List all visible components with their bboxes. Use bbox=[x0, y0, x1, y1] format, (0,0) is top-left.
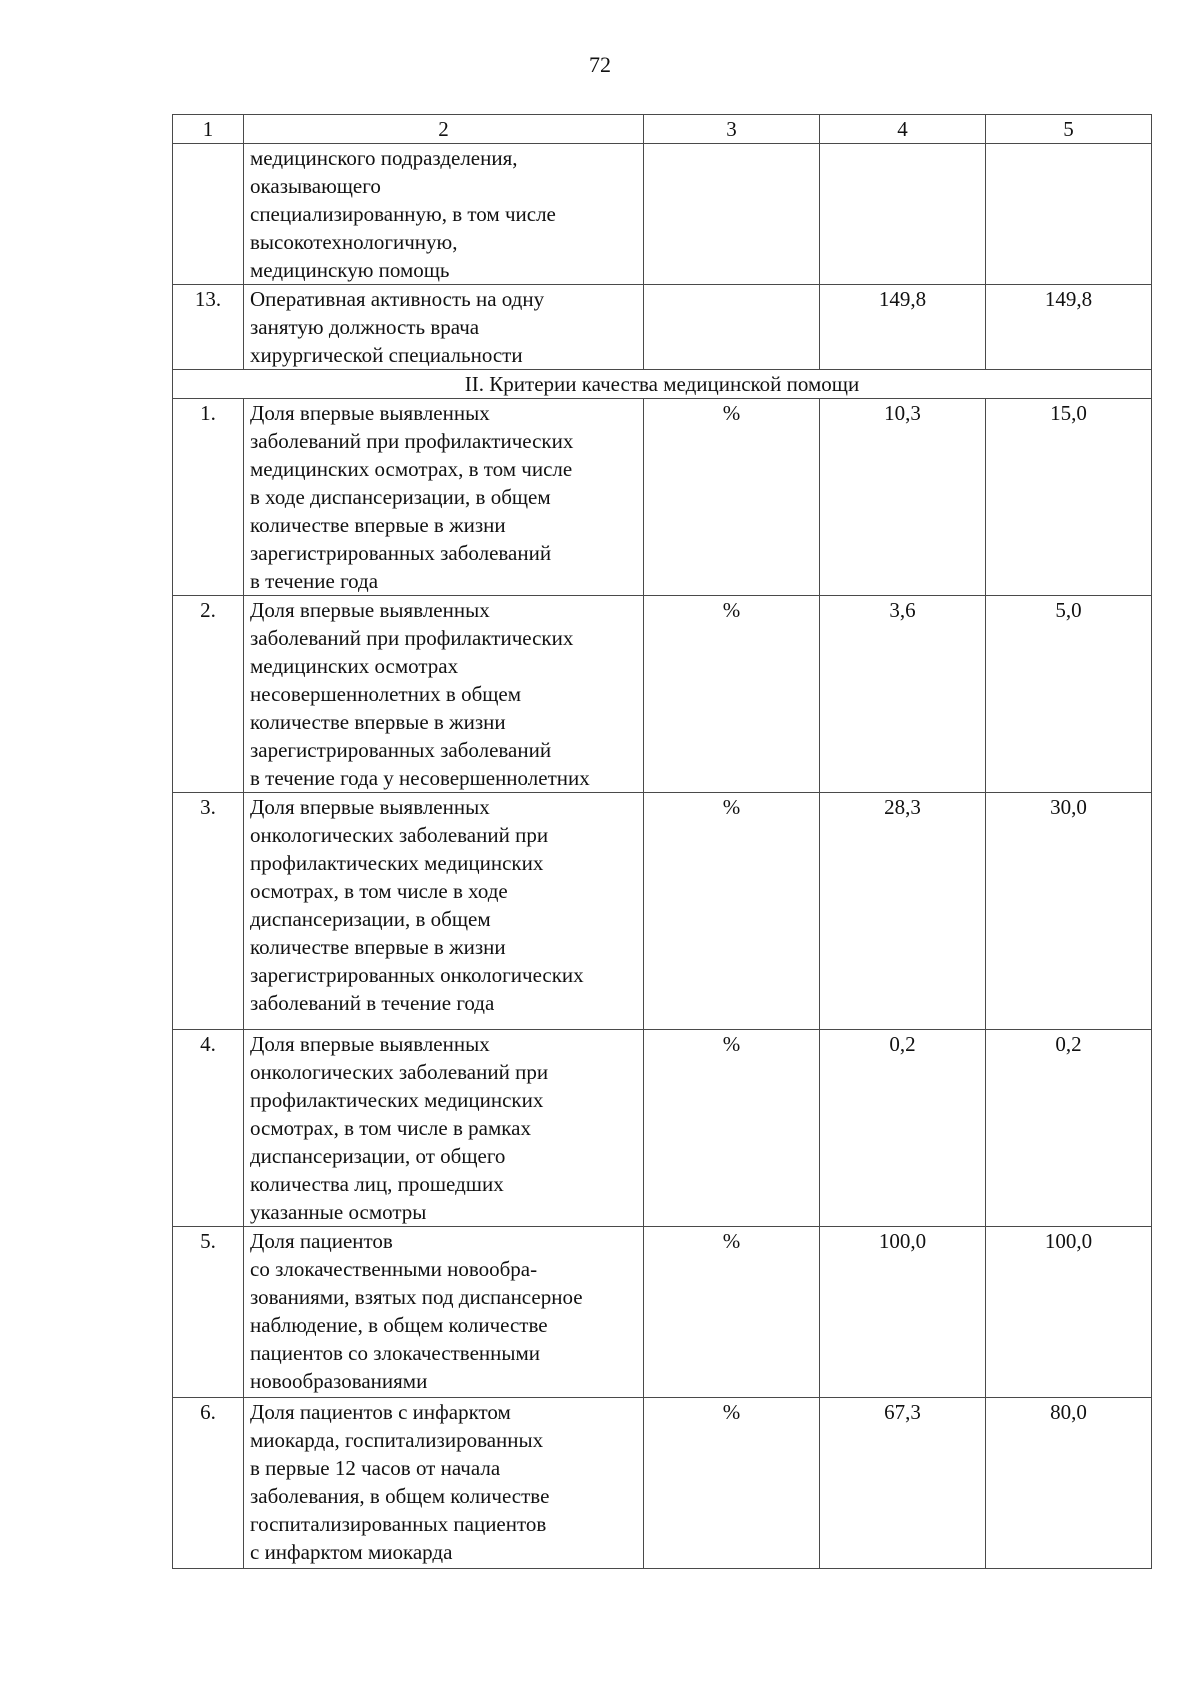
section-row bbox=[173, 370, 1152, 399]
unit-cell bbox=[644, 144, 820, 285]
unit-cell: % bbox=[644, 1227, 820, 1398]
value-col4 bbox=[820, 144, 986, 285]
unit-cell: % bbox=[644, 1030, 820, 1227]
table-row bbox=[173, 399, 1152, 596]
value-col5: 15,0 bbox=[986, 399, 1152, 596]
value-col5: 5,0 bbox=[986, 596, 1152, 793]
criterion-text: медицинского подразделения, оказывающего специализированную, в том числе высокотехнологичную, медицинскую помощь bbox=[244, 144, 644, 285]
table-row bbox=[173, 144, 1152, 285]
criterion-text: Доля впервые выявленных заболеваний при профилактических медицинских осмотрах несовершеннолетних в общем количестве впервые в жизни зарегистрированных заболеваний в течение года у несовершеннолетних bbox=[244, 596, 644, 793]
criterion-text: Оперативная активность на одну занятую должность врача хирургической специальности bbox=[244, 285, 644, 370]
value-col5: 100,0 bbox=[986, 1227, 1152, 1398]
section-title: II. Критерии качества медицинской помощи bbox=[173, 370, 1152, 399]
row-number: 13. bbox=[173, 285, 244, 370]
row-number: 1. bbox=[173, 399, 244, 596]
row-number: 4. bbox=[173, 1030, 244, 1227]
table-header-row bbox=[173, 115, 1152, 144]
row-number: 2. bbox=[173, 596, 244, 793]
header-cell-4: 4 bbox=[820, 115, 986, 144]
table-row bbox=[173, 1398, 1152, 1569]
row-number bbox=[173, 144, 244, 285]
criterion-text: Доля впервые выявленных онкологических заболеваний при профилактических медицинских осмотрах, в том числе в ходе диспансеризации, в общем количестве впервые в жизни зарегистрированных онкологических заболеваний в течение года bbox=[244, 793, 644, 1030]
value-col4: 10,3 bbox=[820, 399, 986, 596]
value-col4: 28,3 bbox=[820, 793, 986, 1030]
unit-cell: % bbox=[644, 596, 820, 793]
row-number: 3. bbox=[173, 793, 244, 1030]
value-col4: 0,2 bbox=[820, 1030, 986, 1227]
value-col5 bbox=[986, 144, 1152, 285]
header-cell-2: 2 bbox=[244, 115, 644, 144]
header-cell-5: 5 bbox=[986, 115, 1152, 144]
criterion-text: Доля впервые выявленных онкологических заболеваний при профилактических медицинских осмотрах, в том числе в рамках диспансеризации, от общего количества лиц, прошедших указанные осмотры bbox=[244, 1030, 644, 1227]
unit-cell: % bbox=[644, 793, 820, 1030]
table-row bbox=[173, 285, 1152, 370]
value-col4: 3,6 bbox=[820, 596, 986, 793]
page-number: 72 bbox=[589, 52, 611, 77]
value-col5: 80,0 bbox=[986, 1398, 1152, 1569]
unit-cell: % bbox=[644, 1398, 820, 1569]
table-row bbox=[173, 793, 1152, 1030]
header-cell-1: 1 bbox=[173, 115, 244, 144]
table-row bbox=[173, 1227, 1152, 1398]
unit-cell bbox=[644, 285, 820, 370]
criterion-text: Доля пациентов со злокачественными новообра- зованиями, взятых под диспансерное наблюдение, в общем количестве пациентов со злокачественными новообразованиями bbox=[244, 1227, 644, 1398]
header-cell-3: 3 bbox=[644, 115, 820, 144]
value-col5: 149,8 bbox=[986, 285, 1152, 370]
table-row bbox=[173, 1030, 1152, 1227]
row-number: 6. bbox=[173, 1398, 244, 1569]
criterion-text: Доля впервые выявленных заболеваний при профилактических медицинских осмотрах, в том числе в ходе диспансеризации, в общем количестве впервые в жизни зарегистрированных заболеваний в течение года bbox=[244, 399, 644, 596]
row-number: 5. bbox=[173, 1227, 244, 1398]
unit-cell: % bbox=[644, 399, 820, 596]
value-col5: 30,0 bbox=[986, 793, 1152, 1030]
criteria-table bbox=[172, 114, 1152, 1569]
value-col4: 149,8 bbox=[820, 285, 986, 370]
value-col5: 0,2 bbox=[986, 1030, 1152, 1227]
table-row bbox=[173, 596, 1152, 793]
criterion-text: Доля пациентов с инфарктом миокарда, госпитализированных в первые 12 часов от начала заболевания, в общем количестве госпитализированных пациентов с инфарктом миокарда bbox=[244, 1398, 644, 1569]
value-col4: 100,0 bbox=[820, 1227, 986, 1398]
value-col4: 67,3 bbox=[820, 1398, 986, 1569]
